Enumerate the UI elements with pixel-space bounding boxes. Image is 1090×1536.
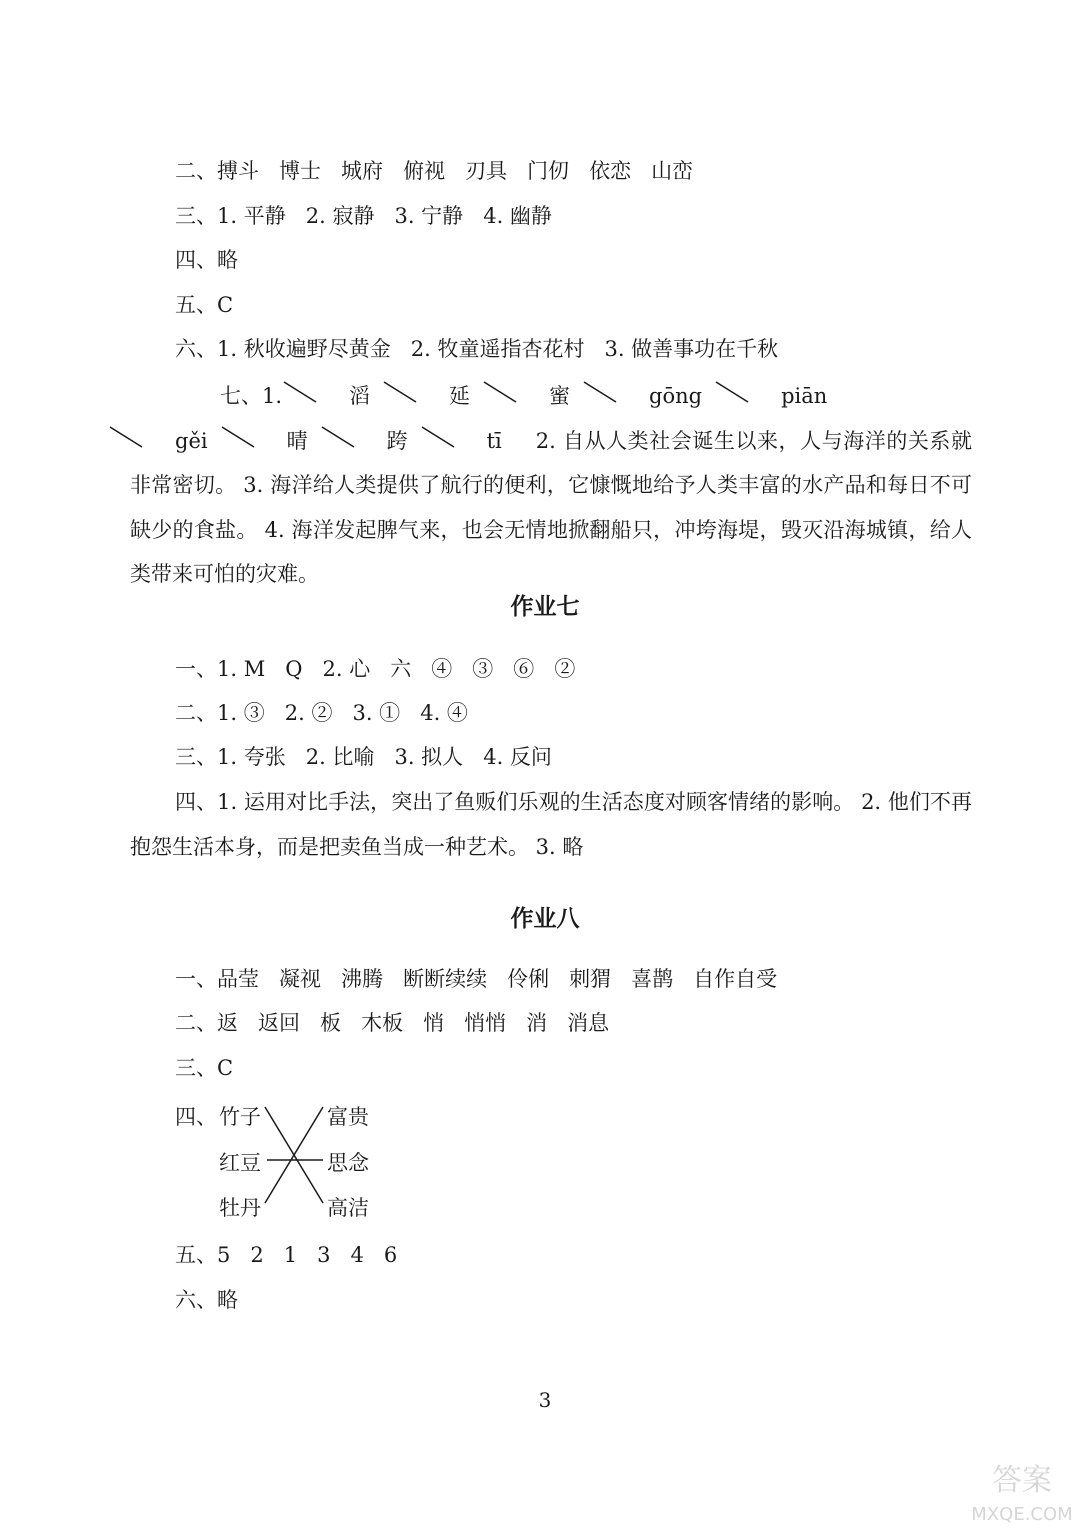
match-left-2: 红豆: [219, 1151, 261, 1175]
hw8-line-5: 五、5 2 1 3 4 6: [175, 1243, 398, 1267]
hw8-line-6: 六、略: [175, 1288, 238, 1312]
answer-line-3: 三、1. 平静 2. 寂静 3. 宁静 4. 幽静: [175, 204, 552, 228]
q7-item: [604, 374, 702, 419]
homework-7-title: 作业七: [510, 594, 580, 620]
q7-item-text: gěi: [175, 428, 208, 453]
q7-item: [342, 419, 408, 464]
q7-item-text: 滔: [349, 384, 371, 408]
match-right-2: 思念: [327, 1151, 369, 1175]
page-number: 3: [538, 1388, 552, 1412]
strike-mark: [220, 425, 260, 449]
answer-line-2: 二、搏斗 博士 城府 俯视 刃具 门仞 依恋 山峦: [175, 159, 694, 183]
svg-text:MXQE.COM: MXQE.COM: [971, 1504, 1073, 1525]
strike-mark: [282, 380, 322, 404]
q7-item: [442, 419, 502, 464]
matching-diagram: [175, 1095, 405, 1235]
strike-mark: [582, 380, 622, 404]
q7-rest: 2. 自从人类社会诞生以来，人与海洋的关系就非常密切。 3. 海洋给人类提供了航行的便利，它慷慨地给予人类丰富的水产品和每日不可缺少的食盐。 4. 海洋发起脾气来，也会无情地掀翻船只，冲垮海堤，毁灭沿海城镇，给人类带来可怕的灾难。: [130, 428, 972, 586]
q7-item-text: piān: [781, 384, 828, 408]
hw8-line-2: 二、返 返回 板 木板 悄 悄悄 消 消息: [175, 1011, 610, 1035]
hw7-line-1: 一、1. M Q 2. 心 六 ④ ③ ⑥ ②: [175, 657, 576, 681]
q7-item-text: 晴: [286, 428, 308, 453]
hw7-line-2: 二、1. ③ 2. ② 3. ① 4. ④: [175, 701, 468, 725]
match-left-3: 牡丹: [219, 1196, 261, 1220]
q7-item-text: gōng: [649, 384, 703, 408]
q7-item-text: tī: [486, 428, 502, 453]
strike-mark: [382, 380, 422, 404]
answer-line-5: 五、C: [175, 293, 234, 317]
q7-prefix: 七、1.: [220, 384, 283, 408]
homework-8-title: 作业八: [510, 906, 580, 932]
hw8-line-3: 三、C: [175, 1056, 234, 1080]
q7-item: [504, 374, 570, 419]
strike-mark: [320, 425, 360, 449]
hw7-paragraph-4: 四、1. 运用对比手法，突出了鱼贩们乐观的生活态度对顾客情绪的影响。 2. 他们不再抱怨生活本身，而是把卖鱼当成一种艺术。 3. 略: [130, 790, 972, 859]
match-left-1: 竹子: [219, 1105, 261, 1129]
q7-item-text: 蜜: [549, 384, 571, 408]
q7-item-text: 跨: [386, 428, 408, 453]
q7-item: [242, 419, 308, 464]
strike-mark: [420, 425, 460, 449]
answer-line-4: 四、略: [175, 248, 238, 272]
hw8-line-1: 一、品莹 凝视 沸腾 断断续续 伶俐 刺猬 喜鹊 自作自受: [175, 967, 778, 991]
strike-mark: [108, 425, 148, 449]
answer-paragraph-7: [130, 374, 972, 597]
strike-mark: [482, 380, 522, 404]
match-right-3: 高洁: [327, 1196, 369, 1220]
q7-item: [304, 374, 370, 419]
answer-line-6: 六、1. 秋收遍野尽黄金 2. 牧童遥指杏花村 3. 做善事功在千秋: [175, 337, 779, 361]
strike-mark: [714, 380, 754, 404]
q7-item-text: 延: [449, 384, 471, 408]
q7-item: [404, 374, 470, 419]
match-label: 四、: [175, 1105, 217, 1129]
hw7-line-3: 三、1. 夸张 2. 比喻 3. 拟人 4. 反问: [175, 745, 552, 769]
match-right-1: 富贵: [327, 1105, 369, 1129]
svg-text:答案: 答案: [992, 1463, 1052, 1498]
watermark-logo: [962, 1450, 1082, 1530]
q7-item: [736, 374, 827, 419]
q7-item: [130, 419, 208, 464]
